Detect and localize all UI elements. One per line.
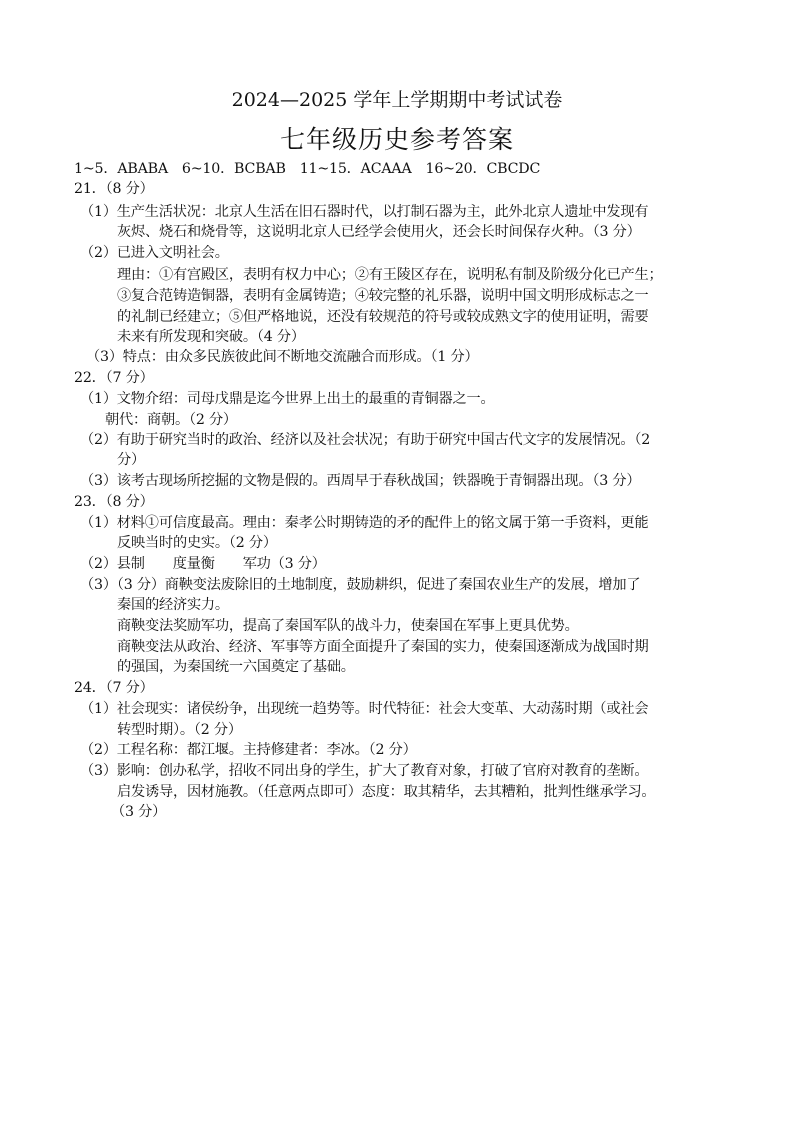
q21-part1-line2: 灰烬、烧石和烧骨等，这说明北京人已经学会使用火，还会长时间保存火种。（3 分） — [117, 224, 641, 240]
answer-key-title: 七年级历史参考答案 — [279, 125, 514, 154]
q21-part2-line4: 的礼制已经建立；⑤但严格地说，还没有较规范的符号或较成熟文字的使用证明，需要 — [117, 309, 649, 325]
q22-part2-line2: 分） — [117, 452, 145, 468]
q23-part3-line4: 商鞅变法从政治、经济、军事等方面全面提升了秦国的实力，使秦国逐渐成为战国时期 — [117, 639, 649, 655]
q21-part2-line3: ③复合范铸造铜器，表明有金属铸造；④较完整的礼乐器，说明中国文明形成标志之一 — [117, 288, 649, 304]
q24-part3-line3: （3 分） — [111, 804, 167, 820]
q23-part3-line5: 的强国，为秦国统一六国奠定了基础。 — [117, 659, 355, 675]
q24-part3-line2: 启发诱导，因材施教。（任意两点即可）态度：取其精华，去其糟粕，批判性继承学习。 — [117, 784, 656, 800]
q23-part2: （2）县制 度量衡 军功（3 分） — [80, 556, 326, 572]
q24-part1-line2: 转型时期）。（2 分） — [117, 722, 242, 738]
exam-title: 2024—2025 学年上学期期中考试试卷 — [231, 89, 563, 111]
q21-part2-line5: 未来有所发现和突破。（4 分） — [117, 329, 305, 345]
q21-part2-line2: 理由：①有宫殿区，表明有权力中心；②有王陵区存在，说明私有制及阶级分化已产生； — [117, 267, 663, 283]
q23-part3-line1: （3）（3 分）商鞅变法废除旧的土地制度，鼓励耕织，促进了秦国农业生产的发展，增加了 — [80, 577, 641, 593]
q23-heading: 23．（8 分） — [74, 494, 154, 510]
q22-part1-line1: （1）文物介绍：司母戊鼎是迄今世界上出土的最重的青铜器之一。 — [80, 391, 495, 407]
q23-part1-line1: （1）材料①可信度最高。理由：秦孝公时期铸造的矛的配件上的铭文属于第一手资料，更能 — [80, 515, 649, 531]
q24-part2: （2）工程名称：都江堰。主持修建者：李冰。（2 分） — [80, 742, 417, 758]
q22-heading: 22．（7 分） — [74, 370, 154, 386]
q24-part1-line1: （1）社会现实：诸侯纷争，出现统一趋势等。时代特征：社会大变革、大动荡时期（或社会 — [80, 701, 649, 717]
q22-part2-line1: （2）有助于研究当时的政治、经济以及社会状况；有助于研究中国古代文字的发展情况。（2 — [80, 432, 651, 448]
q23-part1-line2: 反映当时的史实。（2 分） — [117, 535, 277, 551]
q24-heading: 24．（7 分） — [74, 680, 154, 696]
q22-part3: （3）该考古现场所挖掘的文物是假的。西周早于春秋战国；铁器晚于青铜器出现。（3 分） — [80, 473, 641, 489]
q21-heading: 21．（8 分） — [74, 181, 154, 197]
q21-part3: （3）特点：由众多民族彼此间不断地交流融合而形成。（1 分） — [86, 349, 479, 365]
q22-part1-line2: 朝代：商朝。（2 分） — [105, 412, 237, 428]
q21-part1-line1: （1）生产生活状况：北京人生活在旧石器时代，以打制石器为主，此外北京人遗址中发现有 — [80, 204, 649, 220]
choice-answers: 1~5．ABABA 6~10．BCBAB 11~15．ACAAA 16~20．CBCDC — [74, 161, 541, 177]
q21-part2-line1: （2）已进入文明社会。 — [80, 245, 229, 261]
q23-part3-line3: 商鞅变法奖励军功，提高了秦国军队的战斗力，使秦国在军事上更具优势。 — [117, 618, 579, 634]
q23-part3-line2: 秦国的经济实力。 — [117, 597, 229, 613]
q24-part3-line1: （3）影响：创办私学，招收不同出身的学生，扩大了教育对象，打破了官府对教育的垄断。 — [80, 763, 649, 779]
